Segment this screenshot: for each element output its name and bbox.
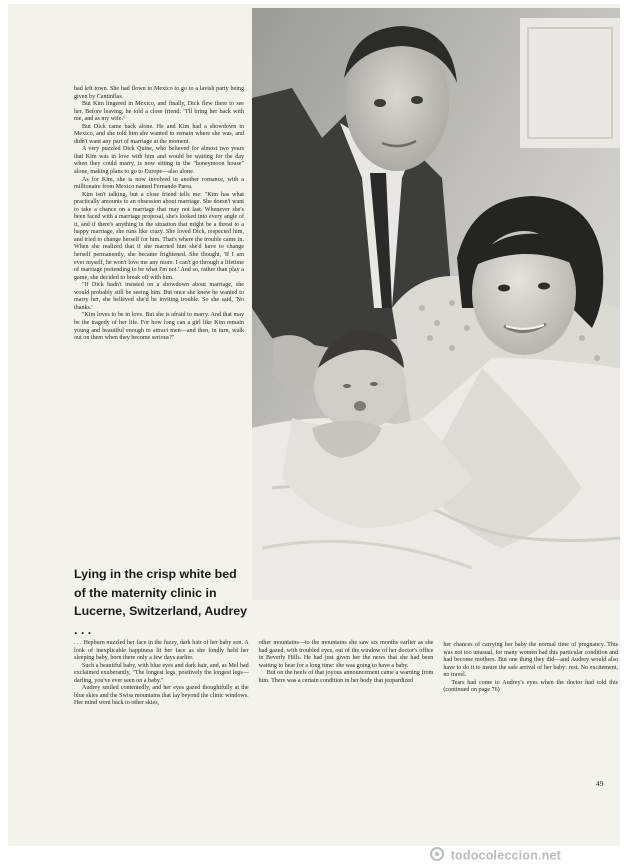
photo-caption: Lying in the crisp white bed of the maternity clinic in Lucerne, Switzerland, Audrey . . .: [74, 567, 248, 637]
paragraph: her chances of carrying her baby the normal time of pregnancy. This was not too unusual, for many women had this particular condition and had become mothers. But one thing they did—and Audrey would also have to do it to insure the safe arrival of her baby: rest. No excitement, no travel.: [443, 642, 619, 679]
paragraph: Kim isn't talking, but a close friend tells me: "Kim has what practically amounts to an obsession about marriage. She doesn't want to take a chance on a marriage that may not last. Whenever she's been faced with a marriage proposal, she's looked into every angle of it, and if there's anything in the situation that might be a threat to a happy marriage, she runs like crazy. She loved Dick, respected him, and tried to change herself for him. That's where the trouble came in. When she realized that if she married him she'd have to change herself permanently, she became frightened. She thought, 'If I am ever myself, he won't love me any more. I can't go through a lifetime of marriage pretending to be what I'm not.' And so, rather than play a game, she decided to break off with him.: [74, 191, 244, 281]
paragraph: other mountains—to the mountains she saw six months earlier as she had gazed, with troubled eyes, out of the window of her doctor's office in Beverly Hills. He had just given her the news that she had been waiting to hear for a long time: she was going to have a baby.: [258, 640, 434, 669]
article-bottom-columns: [74, 640, 618, 770]
paragraph: Such a beautiful baby, with blue eyes and dark hair, and, as Mel had exclaimed exuberantly, "The longest legs, positively the longest legs—darling, you've ever seen on a baby.": [74, 662, 249, 684]
paragraph: "If Dick hadn't insisted on a showdown about marriage, she would probably still be seeing him. But once she knew he wanted to marry her, she believed she'd be inviting trouble. So she said, 'No thanks.': [74, 282, 244, 311]
paragraph: As for Kim, she is now involved in another romance, with a millionaire from Mexico named Fernando Parra.: [74, 176, 244, 191]
page-number: 49: [596, 779, 604, 788]
watermark-bar: [0, 846, 624, 864]
paragraph: But Dick came back alone. He and Kim had a showdown in Mexico, and she told him she wanted to remain where she was, and didn't want any part of marriage at the moment.: [74, 123, 244, 145]
paragraph: Audrey smiled contentedly, and her eyes gazed thoughtfully at the blue skies and the Swiss mountains that lay beyond the clinic windows. Her mind went back to other skies,: [74, 685, 249, 707]
watermark-logo-icon: [430, 847, 444, 864]
paragraph: A very puzzled Dick Quine, who believed for almost two years that Kim was in love with him and would be waiting for the day when they could marry, is now sitting in the "honeymoon house" alone, making plans to go to Europe—also alone.: [74, 146, 244, 176]
paragraph: . . . Hepburn nuzzled her face in the fuzzy, dark hair of her baby son. A look of inexplicable happiness lit her face as she fondly held her sleeping baby, born there only a few days earlier.: [74, 640, 249, 662]
photograph: [252, 8, 620, 600]
photograph-couple-with-newborn-icon: [252, 8, 620, 600]
watermark-logo: [430, 847, 616, 863]
bottom-column-1: [74, 640, 249, 770]
paragraph: But on the heels of that joyous announcement came a warning from him. There was a certain condition in her body that jeopardized: [258, 670, 434, 684]
magazine-page: [8, 4, 620, 846]
paragraph: "Kim loves to be in love. But she is afraid to marry. And that may be the tragedy of her life. For how long can a girl like Kim remain young and beautiful enough to attract men—and then, in turn, walk out on them when they become serious?": [74, 312, 244, 342]
bottom-column-3: [443, 640, 618, 770]
bottom-column-2: [259, 640, 434, 770]
paragraph: had left town. She had flown to Mexico to go to a lavish party being given by Cantinflas.: [74, 86, 244, 100]
watermark-text: todocoleccion.net: [450, 848, 562, 863]
paragraph: Tears had come to Audrey's eyes when the doctor had told this (continued on page 76): [443, 679, 619, 694]
article-left-column: [74, 86, 244, 343]
paragraph: But Kim lingered in Mexico, and finally, Dick flew there to see her. Before leaving, he told a close friend: "I'll bring her back with me, and as my wife.": [74, 101, 244, 123]
